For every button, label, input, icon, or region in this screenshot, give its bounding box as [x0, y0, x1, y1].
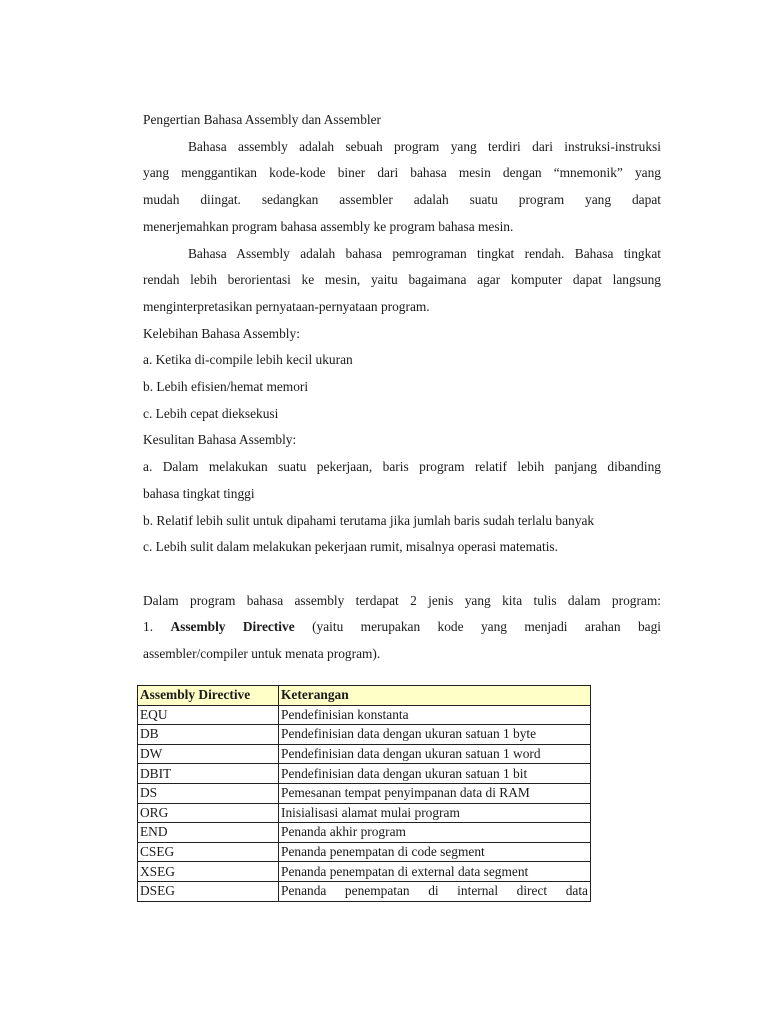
description-cell: Pendefinisian konstanta	[279, 705, 591, 725]
column-header-directive: Assembly Directive	[138, 686, 279, 706]
list-item: a. Dalam melakukan suatu pekerjaan, baris program relatif lebih panjang dibanding	[143, 459, 661, 475]
table-row	[138, 842, 591, 862]
directive-table	[137, 685, 591, 902]
intro-line: Dalam program bahasa assembly terdapat 2 jenis yang kita tulis dalam program:	[143, 592, 661, 608]
column-header-description: Keterangan	[279, 686, 591, 706]
directive-cell: ORG	[138, 803, 279, 823]
list-item: b. Relatif lebih sulit untuk dipahami terutama jika jumlah baris sudah terlalu banyak	[143, 512, 595, 528]
directive-cell: END	[138, 823, 279, 843]
paragraph-line: menerjemahkan program bahasa assembly ke program bahasa mesin.	[143, 218, 514, 234]
table-header-row	[138, 686, 591, 706]
description-cell: Penanda penempatan di code segment	[279, 842, 591, 862]
directive-cell: DW	[138, 744, 279, 764]
table-row	[138, 862, 591, 882]
description-cell: Penanda penempatan di external data segment	[279, 862, 591, 882]
description-cell: Pendefinisian data dengan ukuran satuan 1 word	[279, 744, 591, 764]
directive-cell: CSEG	[138, 842, 279, 862]
paragraph-line: menginterpretasikan pernyataan-pernyataan program.	[143, 298, 430, 314]
item-number: 1.	[143, 619, 154, 635]
table-row	[138, 725, 591, 745]
description-cell: Inisialisasi alamat mulai program	[279, 803, 591, 823]
list-item: bahasa tingkat tinggi	[143, 485, 255, 501]
item-term: Assembly Directive	[170, 619, 295, 635]
item-description: (yaitu merupakan kode yang menjadi arahan bagi	[312, 619, 661, 635]
description-cell: Penanda penempatan di internal direct data	[279, 881, 591, 901]
paragraph-line: Bahasa assembly adalah sebuah program yang terdiri dari instruksi-instruksi	[188, 138, 661, 154]
description-cell: Pendefinisian data dengan ukuran satuan 1 bit	[279, 764, 591, 784]
table-row	[138, 881, 591, 901]
difficulties-heading: Kesulitan Bahasa Assembly:	[143, 432, 297, 448]
list-item: b. Lebih efisien/hemat memori	[143, 379, 309, 395]
directive-item-cont: assembler/compiler untuk menata program).	[143, 646, 381, 662]
list-item: c. Lebih cepat dieksekusi	[143, 405, 279, 421]
directive-cell: DS	[138, 783, 279, 803]
directive-item	[143, 614, 661, 641]
directive-cell: DBIT	[138, 764, 279, 784]
directive-cell: DB	[138, 725, 279, 745]
paragraph-line: mudah diingat. sedangkan assembler adalah suatu program yang dapat	[143, 192, 661, 208]
directive-cell: XSEG	[138, 862, 279, 882]
spacer	[143, 561, 661, 588]
page-title: Pengertian Bahasa Assembly dan Assembler	[143, 112, 382, 127]
list-item: a. Ketika di-compile lebih kecil ukuran	[143, 352, 353, 368]
document-body	[143, 107, 661, 668]
list-item: c. Lebih sulit dalam melakukan pekerjaan rumit, misalnya operasi matematis.	[143, 539, 558, 555]
table-row	[138, 705, 591, 725]
table-row	[138, 764, 591, 784]
paragraph-line: Bahasa Assembly adalah bahasa pemrograman tingkat rendah. Bahasa tingkat	[188, 245, 661, 261]
advantages-heading: Kelebihan Bahasa Assembly:	[143, 325, 300, 341]
directive-cell: DSEG	[138, 881, 279, 901]
description-cell: Penanda akhir program	[279, 823, 591, 843]
description-cell: Pendefinisian data dengan ukuran satuan 1 byte	[279, 725, 591, 745]
directive-cell: EQU	[138, 705, 279, 725]
table-row	[138, 803, 591, 823]
table-row	[138, 783, 591, 803]
description-cell: Pemesanan tempat penyimpanan data di RAM	[279, 783, 591, 803]
paragraph-line: yang menggantikan kode-kode biner dari bahasa mesin dengan “mnemonik” yang	[143, 165, 661, 181]
table-row	[138, 744, 591, 764]
paragraph-line: rendah lebih berorientasi ke mesin, yaitu bagaimana agar komputer dapat langsung	[143, 272, 661, 288]
table-row	[138, 823, 591, 843]
